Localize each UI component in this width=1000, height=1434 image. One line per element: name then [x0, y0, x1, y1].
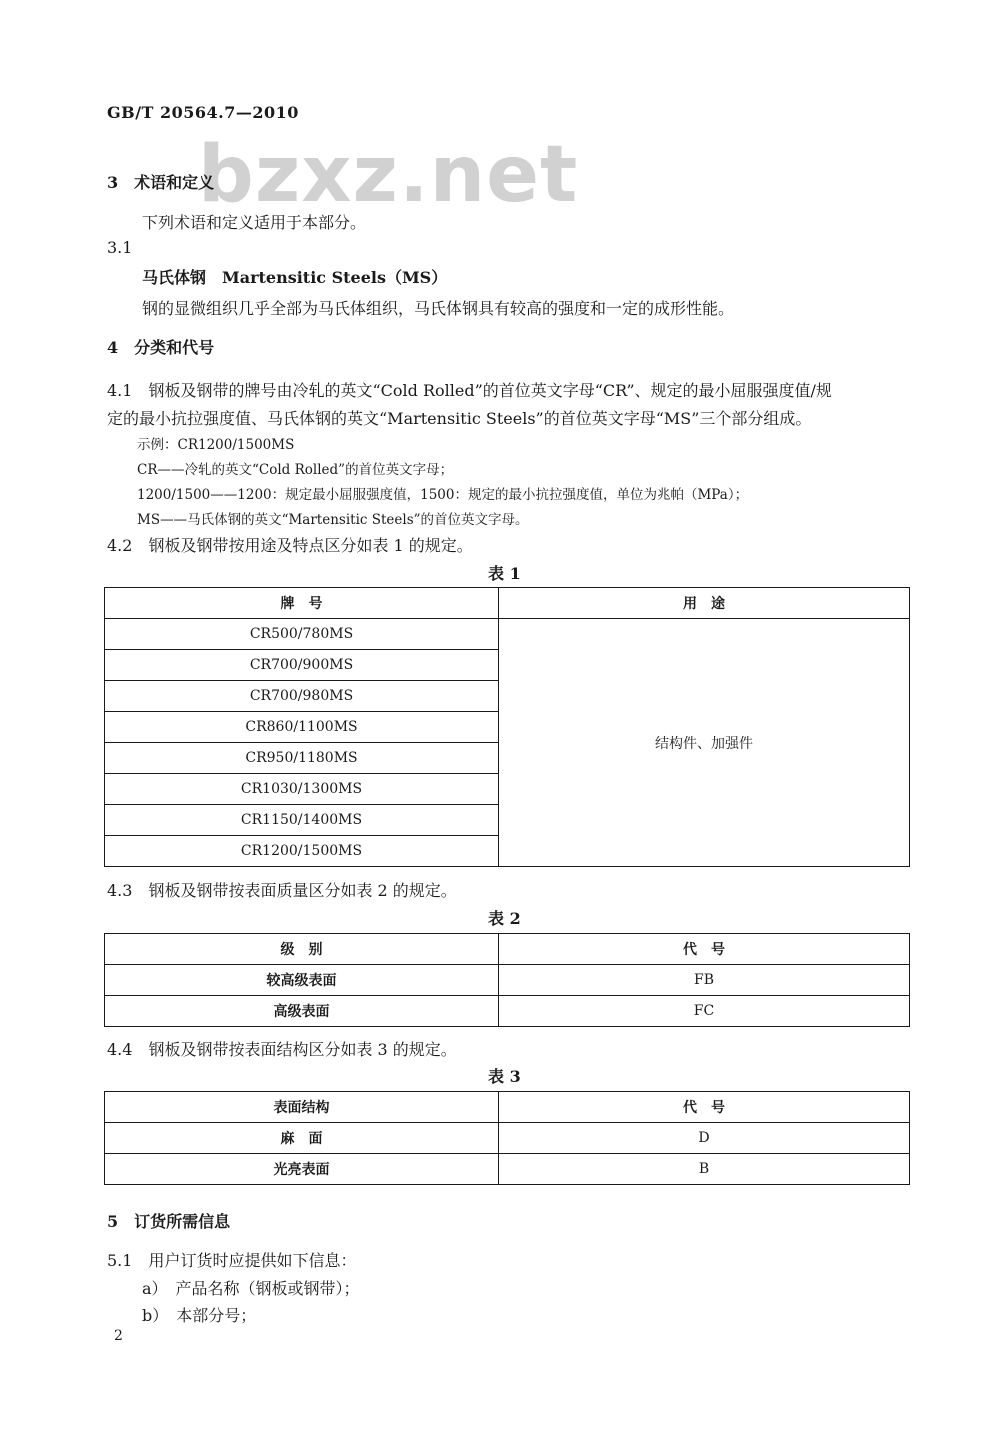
table-3-code-cell: B: [499, 1154, 910, 1185]
table-2-level-cell: 高级表面: [105, 996, 499, 1027]
table-1-grade-cell: CR1150/1400MS: [105, 805, 499, 836]
table-1-grade-cell: CR500/780MS: [105, 619, 499, 650]
table-1-usage-cell: 结构件、加强件: [499, 619, 910, 867]
section-3-heading: 3 术语和定义: [107, 173, 215, 192]
table-3-structure-cell: 麻 面: [105, 1123, 499, 1154]
section-3-1-number: 3.1: [107, 238, 133, 257]
term-definition: 钢的显微组织几乎全部为马氏体组织，马氏体钢具有较高的强度和一定的成形性能。: [142, 299, 735, 318]
term-title: 马氏体钢 Martensitic Steels（MS）: [142, 268, 448, 287]
example-label: 示例：CR1200/1500MS: [137, 437, 295, 453]
list-item-b: b） 本部分号；: [142, 1306, 257, 1325]
table-1-header-grade: 牌 号: [105, 588, 499, 619]
table-2-code-cell: FB: [499, 965, 910, 996]
table-3-header-structure: 表面结构: [105, 1092, 499, 1123]
table-2-header-code: 代 号: [499, 934, 910, 965]
table-2-level-cell: 较高级表面: [105, 965, 499, 996]
list-item-a: a） 产品名称（钢板或钢带）；: [142, 1279, 360, 1298]
table-3-structure-cell: 光亮表面: [105, 1154, 499, 1185]
table-1-grade-cell: CR950/1180MS: [105, 743, 499, 774]
clause-4-4: 4.4 钢板及钢带按表面结构区分如表 3 的规定。: [107, 1040, 457, 1059]
clause-4-1-line-1: 4.1 钢板及钢带的牌号由冷轧的英文“Cold Rolled”的首位英文字母“CR”、规定的最小屈服强度值/规: [107, 381, 832, 400]
table-1-grade-cell: CR700/900MS: [105, 650, 499, 681]
table-3: [104, 1091, 910, 1185]
table-1-grade-cell: CR1200/1500MS: [105, 836, 499, 867]
section-3-intro: 下列术语和定义适用于本部分。: [142, 213, 367, 232]
table-1-caption: 表 1: [488, 564, 521, 583]
table-1-grade-cell: CR860/1100MS: [105, 712, 499, 743]
example-cr: CR——冷轧的英文“Cold Rolled”的首位英文字母；: [137, 462, 454, 478]
page-number: 2: [114, 1328, 123, 1344]
table-2: [104, 933, 910, 1027]
table-2-code-cell: FC: [499, 996, 910, 1027]
watermark: bzxz.net: [198, 130, 579, 220]
example-numbers: 1200/1500——1200：规定最小屈服强度值，1500：规定的最小抗拉强度值，单位为兆帕（MPa）；: [137, 487, 749, 503]
table-3-header-code: 代 号: [499, 1092, 910, 1123]
clause-4-1-line-2: 定的最小抗拉强度值、马氏体钢的英文“Martensitic Steels”的首位英文字母“MS”三个部分组成。: [107, 409, 812, 428]
section-4-heading: 4 分类和代号: [107, 338, 215, 357]
clause-5-1: 5.1 用户订货时应提供如下信息：: [107, 1251, 357, 1270]
table-1-grade-cell: CR1030/1300MS: [105, 774, 499, 805]
example-ms: MS——马氏体钢的英文“Martensitic Steels”的首位英文字母。: [137, 512, 529, 528]
document-header: GB/T 20564.7—2010: [107, 103, 299, 122]
clause-4-3: 4.3 钢板及钢带按表面质量区分如表 2 的规定。: [107, 881, 457, 900]
table-3-caption: 表 3: [488, 1067, 521, 1086]
clause-4-2: 4.2 钢板及钢带按用途及特点区分如表 1 的规定。: [107, 536, 473, 555]
table-1-grade-cell: CR700/980MS: [105, 681, 499, 712]
table-3-code-cell: D: [499, 1123, 910, 1154]
table-1: [104, 587, 910, 867]
table-2-caption: 表 2: [488, 909, 521, 928]
table-1-header-usage: 用 途: [499, 588, 910, 619]
table-2-header-level: 级 别: [105, 934, 499, 965]
section-5-heading: 5 订货所需信息: [107, 1212, 231, 1231]
